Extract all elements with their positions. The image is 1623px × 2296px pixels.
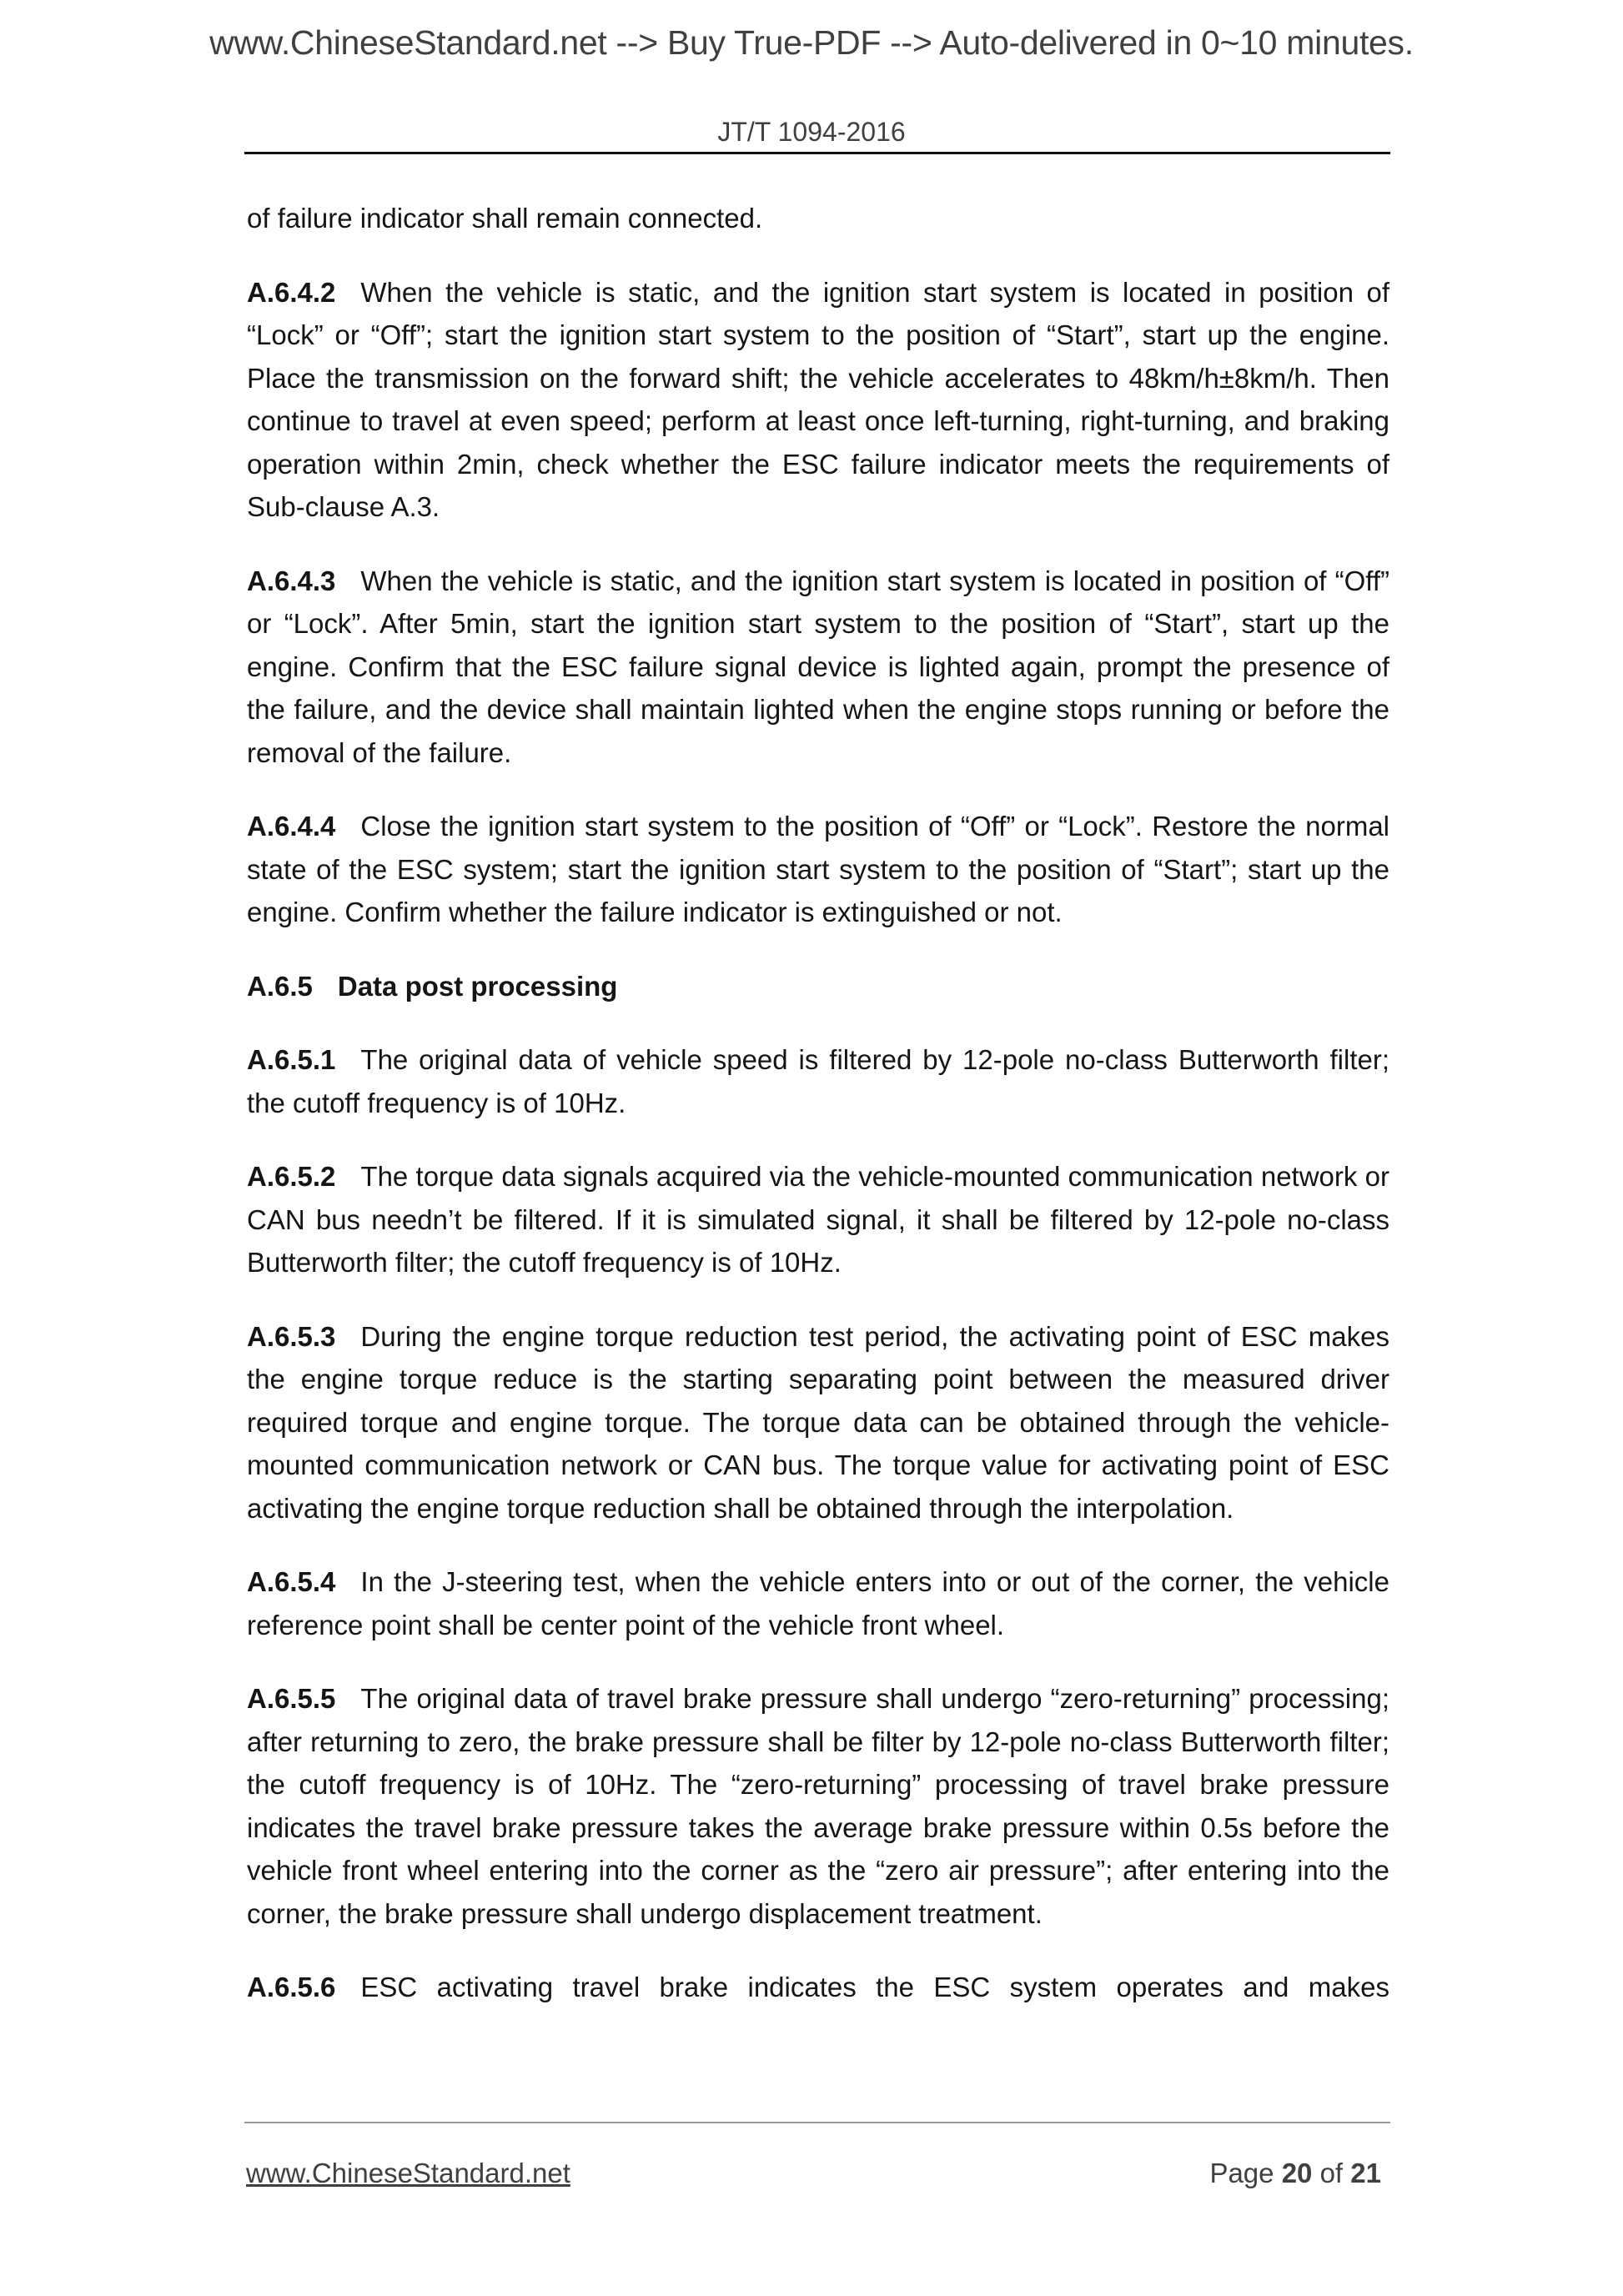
clause-number: A.6.4.4	[247, 811, 336, 842]
clause-a-6-4-4	[247, 805, 1389, 934]
clause-text: Close the ignition start system to the position of “Off” or “Lock”. Restore the normal state of the ESC system; start the ignition start system to the position of “Start”; start up the engine. Confirm whether the failure indicator is extinguished or not.	[247, 811, 1389, 927]
clause-text: When the vehicle is static, and the ignition start system is located in position of “Off” or “Lock”. After 5min, start the ignition start system to the position of “Start”, start up the engine. Confirm that the ESC failure signal device is lighted again, prompt the presence of the failure, and the device shall maintain lighted when the engine stops running or before the removal of the failure.	[247, 565, 1389, 768]
footer-divider	[244, 2122, 1390, 2123]
top-banner: www.ChineseStandard.net --> Buy True-PDF --> Auto-delivered in 0~10 minutes.	[209, 23, 1414, 62]
clause-number: A.6.5.2	[247, 1161, 336, 1192]
clause-a-6-5-2	[247, 1155, 1389, 1284]
clause-number: A.6.5.1	[247, 1044, 336, 1075]
continuation-text: of failure indicator shall remain connected.	[247, 203, 763, 234]
page-current: 20	[1281, 2158, 1313, 2188]
clause-text: In the J-steering test, when the vehicle enters into or out of the corner, the vehicle reference point shall be center point of the vehicle front wheel.	[247, 1566, 1389, 1640]
clause-a-6-5-1	[247, 1038, 1389, 1124]
document-code: JT/T 1094-2016	[717, 117, 906, 147]
clause-text: The torque data signals acquired via the vehicle-mounted communication network or CAN bus needn’t be filtered. If it is simulated signal, it shall be filtered by 12-pole no-class Butterworth filter; the cutoff frequency is of 10Hz.	[247, 1161, 1389, 1278]
clause-number: A.6.4.2	[247, 276, 336, 308]
footer-website-link[interactable]: www.ChineseStandard.net	[246, 2158, 570, 2188]
clause-a-6-4-2	[247, 271, 1389, 529]
clause-a-6-5-3	[247, 1315, 1389, 1530]
page-indicator	[1209, 2158, 1381, 2189]
section-number: A.6.5	[247, 970, 313, 1002]
clause-number: A.6.5.6	[247, 1972, 336, 2002]
clause-a-6-5-4	[247, 1560, 1389, 1646]
page-total: 21	[1350, 2158, 1381, 2188]
clause-number: A.6.5.3	[247, 1320, 336, 1352]
header-divider	[244, 152, 1390, 154]
clause-text: During the engine torque reduction test period, the activating point of ESC makes the engine torque reduce is the starting separating point between the measured driver required torque and engine torque. The torque data can be obtained through the vehicle-mounted communication network or CAN bus. The torque value for activating point of ESC activating the engine torque reduction shall be obtained through the interpolation.	[247, 1320, 1389, 1524]
page-prefix: Page	[1209, 2158, 1274, 2188]
clause-a-6-5-5	[247, 1677, 1389, 1935]
section-title: Data post processing	[337, 970, 618, 1002]
clause-number: A.6.5.5	[247, 1683, 336, 1714]
clause-number: A.6.5.4	[247, 1566, 336, 1597]
clause-number: A.6.4.3	[247, 565, 336, 596]
page-of: of	[1319, 2158, 1344, 2188]
clause-text: The original data of vehicle speed is filtered by 12-pole no-class Butterworth filter; the cutoff frequency is of 10Hz.	[247, 1044, 1389, 1118]
clause-a-6-4-3	[247, 560, 1389, 775]
section-heading	[247, 965, 1389, 1008]
clause-a-6-5-6	[247, 1966, 1389, 2009]
clause-text: The original data of travel brake pressure shall undergo “zero-returning” processing; after returning to zero, the brake pressure shall be filter by 12-pole no-class Butterworth filter; the cutoff frequency is of 10Hz. The “zero-returning” processing of travel brake pressure indicates the travel brake pressure takes the average brake pressure within 0.5s before the vehicle front wheel entering into the corner as the “zero air pressure”; after entering into the corner, the brake pressure shall undergo displacement treatment.	[247, 1683, 1389, 1929]
document-body	[247, 197, 1389, 2040]
clause-text: When the vehicle is static, and the ignition start system is located in position of “Lock” or “Off”; start the ignition start system to the position of “Start”, start up the engine. Place the transmission on the forward shift; the vehicle accelerates to 48km/h±8km/h. Then continue to travel at even speed; perform at least once left-turning, right-turning, and braking operation within 2min, check whether the ESC failure indicator meets the requirements of Sub-clause A.3.	[247, 276, 1389, 522]
clause-text: ESC activating travel brake indicates the ESC system operates and makes	[360, 1972, 1389, 2002]
